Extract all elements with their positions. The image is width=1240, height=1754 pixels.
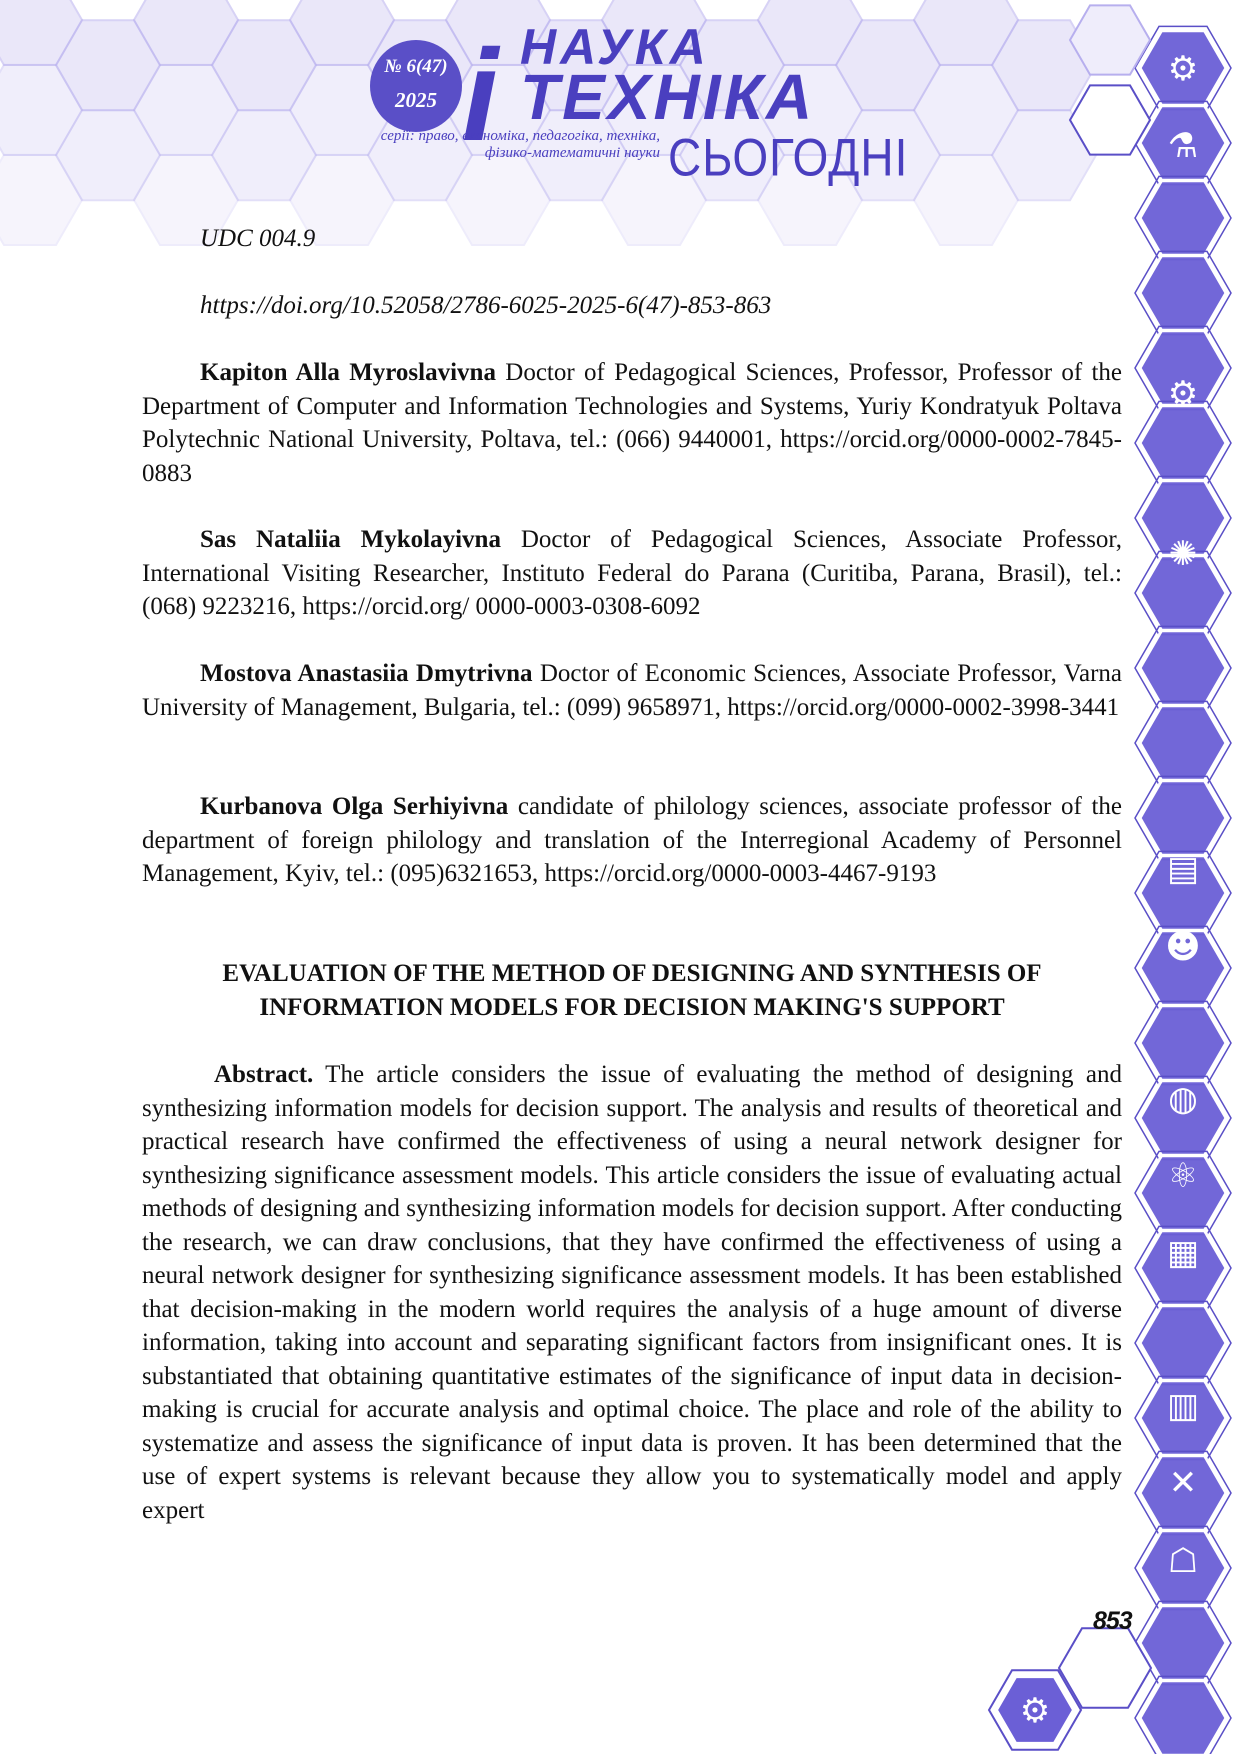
decorative-hexagon	[1140, 181, 1226, 255]
article-title-line: INFORMATION MODELS FOR DECISION MAKING'S SUPPORT	[259, 993, 1005, 1021]
chart-monitor-icon: ▤	[1166, 849, 1200, 889]
author-entry	[142, 356, 1122, 490]
decorative-hexagon	[1140, 631, 1226, 705]
abstract-label: Abstract.	[214, 1061, 314, 1088]
logo-letter-i: і	[462, 22, 499, 168]
issue-number: № 6(47)	[384, 56, 448, 77]
article-title	[142, 957, 1122, 1024]
gears-corner-icon: ⚙	[1019, 1691, 1051, 1731]
decorative-hexagon	[1140, 781, 1226, 855]
issue-badge	[370, 40, 462, 132]
author-details: Doctor of Pedagogical Sciences, Associate Professor, International Visiting Researcher, Instituto Federal do Parana (Curitiba, Parana, Brasil), tel.: (068) 9223216, https://orcid.org/ 0000-0003-0308-6092	[142, 526, 1122, 620]
author-details: Doctor of Economic Sciences, Associate Professor, Varna University of Management, Bulgaria, tel.: (099) 9658971, https://orcid.org/0000-0002-3998-3441	[142, 660, 1122, 721]
decorative-hexagon	[1140, 256, 1226, 330]
abstract	[142, 1058, 1122, 1527]
microscope-icon: ⚗	[1167, 126, 1199, 166]
abstract-text: The article considers the issue of evaluating the method of designing and synthesizing information models for decision support. The analysis and results of theoretical and practical research have confirmed the effectiveness of using a neural network designer for synthesizing significance assessment models. This article considers the issue of evaluating actual methods of designing and synthesizing information models for decision support. After conducting the research, we can draw conclusions, that they have confirmed the effectiveness of using a neural network designer for synthesizing significance assessment models. It has been established that decision-making in the modern world requires the analysis of a huge amount of diverse information, taking into account and separating significant factors from insignificant ones. It is substantiated that obtaining quantitative estimates of the significance of input data in decision-making is crucial for accurate analysis and optimal choice. The place and role of the ability to systematize and assess the significance of input data is proven. It has been determined that the use of expert systems is relevant because they allow you to systematically model and apply expert	[142, 1061, 1122, 1524]
globe-icon: ◍	[1168, 1079, 1198, 1119]
head-gears-icon: ☻	[1165, 927, 1201, 967]
logo-nauka: НАУКА	[520, 19, 710, 75]
author-entry	[142, 657, 1122, 724]
author-details: candidate of philology sciences, associate professor of the department of foreign philology and translation of the Interregional Academy of Personnel Management, Kyiv, tel.: (095)6321653, https://orcid.org/0000-0003-4467-9193	[142, 793, 1122, 887]
page-number: 853	[1093, 1607, 1132, 1635]
author-details: Doctor of Pedagogical Sciences, Professor, Professor of the Department of Computer and Information Technologies and Systems, Yuriy Kondratyuk Poltava Polytechnic National University, Poltava, tel.: (066) 9440001, https://orcid.org/0000-0002-7845-0883	[142, 359, 1123, 487]
logo-tekhnika: ТЕХНІКА	[520, 61, 816, 133]
lightbulb-gear-icon: ⚙	[1167, 49, 1199, 89]
atom-icon: ⚛	[1167, 1156, 1199, 1196]
author-entry	[142, 790, 1122, 891]
android-icon: ☖	[1167, 1541, 1199, 1581]
issue-year: 2025	[395, 88, 437, 112]
decorative-hexagon	[1140, 1006, 1226, 1080]
author-name: Kurbanova Olga Serhiyivna	[200, 793, 509, 820]
tools-icon: ✕	[1168, 1463, 1198, 1503]
author-name: Sas Nataliia Mykolayivna	[200, 526, 501, 553]
decorative-hexagon	[1140, 406, 1226, 480]
robot-arm-icon: ⚙	[1094, 101, 1126, 141]
udc-code: UDC 004.9	[200, 225, 316, 252]
journal-series: серії: право, економіка, педагогіка, техніка, фізико-математичні науки	[380, 128, 660, 161]
article-title-line: EVALUATION OF THE METHOD OF DESIGNING AND SYNTHESIS OF	[222, 960, 1042, 987]
circuit-icon: ▦	[1166, 1233, 1200, 1273]
decorative-hexagon	[1140, 1681, 1226, 1754]
author-name: Mostova Anastasiia Dmytrivna	[200, 660, 533, 687]
bar-chart-icon: ▥	[1166, 1386, 1200, 1426]
author-name: Kapiton Alla Myroslavivna	[200, 359, 496, 386]
doi-link[interactable]: https://doi.org/10.52058/2786-6025-2025-6(47)-853-863	[200, 292, 772, 319]
logo-sohodni: СЬОГОДНІ	[668, 127, 909, 187]
decorative-hexagon	[1140, 1606, 1226, 1680]
author-entry	[142, 523, 1122, 624]
decorative-hexagon	[1140, 706, 1226, 780]
gears-icon: ⚙	[1167, 374, 1199, 414]
lightbulb-icon: ✺	[1168, 534, 1198, 574]
decorative-hexagon	[1140, 1306, 1226, 1380]
